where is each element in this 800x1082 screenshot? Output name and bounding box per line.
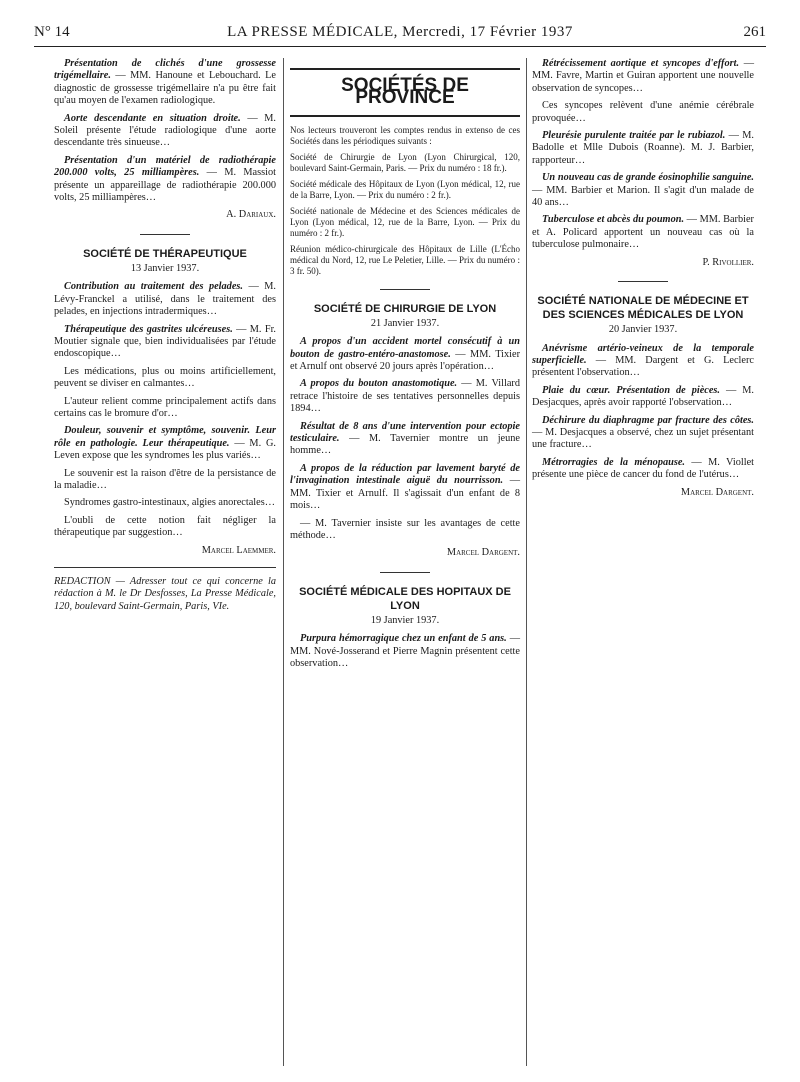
article-text: — MM. Dargent et G. Leclerc présentent l'observation… [532,354,754,379]
article-title: Thérapeutique des gastrites ulcéreuses. [64,323,233,335]
note: Nos lecteurs trouveront les comptes rendus in extenso de ces Sociétés dans les périodiques suivants : [290,124,520,146]
column-rule [526,58,527,1066]
session-date: 19 Janvier 1937. [370,614,440,626]
paragraph: Les médications, plus ou moins artificiellement, peuvent se diviser en calmantes… [54,365,276,390]
paragraph [532,172,754,209]
article-text: — M. Villard retrace l'histoire de ses tentatives personnelles depuis 1894… [290,378,521,415]
paragraph [54,281,276,318]
paragraph [532,130,754,167]
note: Société nationale de Médecine et des Sciences médicales de Lyon (Lyon médical, 12, rue de la Barre, Lyon. — Prix du numéro : 2 fr.). [290,205,520,238]
divider [618,281,668,282]
signature: Marcel Dargent. [680,486,754,498]
article-text: — MM. Tixier et Arnulf. Il s'agissait d'un enfant de 8 mois… [290,475,520,512]
paragraph: Ces syncopes relèvent d'une anémie cérébrale provoquée… [532,100,754,124]
article-text: — MM. Barbier et Marion. Il s'agit d'un malade de 40 ans… [532,184,754,209]
paragraph [532,415,754,452]
paragraph [54,324,276,361]
article-text: — M. Fr. Moutier signale que, bien individualisées par l'étude endoscopique… [54,323,276,360]
redaction-notice: REDACTION — Adresser tout ce qui concerne la rédaction à M. le Dr Desfosses, La Presse Médicale, 120, boulevard Saint-Germain, Paris, VIe. [54,567,276,613]
article-text: — M. Badolle et Mlle Dubois (Roanne). M. J. Barbier, rapporteur… [532,130,754,166]
signature: A. Dariaux. [226,209,276,221]
article-title: Douleur, souvenir et symptôme, souvenir. Leur rôle en pathologie. Leur thérapeutique. [54,425,276,449]
running-header [34,24,766,47]
paragraph [290,336,520,373]
signature: Marcel Dargent. [446,547,520,559]
article-title: Déchirure du diaphragme par fracture des côtes. [542,414,754,426]
section-title: SOCIÉTÉS DE PROVINCE [290,68,520,117]
paragraph: — M. Tavernier insiste sur les avantages de cette méthode… [290,517,520,541]
paragraph: L'oubli de cette notion fait négliger la thérapeutique par suggestion… [54,514,276,539]
paragraph [290,378,520,415]
article-title: Tuberculose et abcès du poumon. [542,214,685,226]
column-right [532,58,754,507]
article-title: A propos de la réduction par lavement baryté de l'invagination intestinale aiguë du nourrisson. [290,462,520,487]
paragraph [532,58,754,95]
column-left [54,58,276,613]
article-title: Résultat de 8 ans d'une intervention pour ectopie testiculaire. [290,420,520,445]
article-text: — MM. Hanoune et Lebouchard. Le diagnostic de grossesse trigémellaire n'a pu être fait qu'au moyen de l'examen radiologique. [54,70,276,107]
article-title: Pleurésie purulente traitée par le rubiazol. [542,130,726,142]
signature: P. Rivollier. [702,256,754,268]
paragraph [290,421,520,458]
divider [380,289,430,290]
paragraph [54,58,276,108]
society-heading: SOCIÉTÉ DE THÉRAPEUTIQUE [83,247,247,260]
article-title: Plaie du cœur. Présentation de pièces. [542,384,721,396]
paragraph: Syndromes gastro-intestinaux, algies anorectales… [64,497,276,509]
issue-number: N° 14 [34,24,70,40]
article-text: — M. Soleil présente l'étude radiologique d'une aorte descendante très sinueuse… [54,112,277,149]
paragraph: Le souvenir est la raison d'être de la persistance de la maladie… [54,467,276,491]
society-heading: SOCIÉTÉ DE CHIRURGIE DE LYON [313,302,497,315]
article-title: Anévrisme artério-veineux de la temporale superficielle. [532,342,754,366]
article-text: — MM. Nové-Josserand et Pierre Magnin présentent cette observation… [290,633,520,669]
article-text: — MM. Tixier et Arnulf ont observé 20 jours après l'opération… [290,348,520,373]
paragraph [532,343,754,380]
session-date: 21 Janvier 1937. [370,317,440,329]
article-text: — MM. Favre, Martin et Guiran apportent une nouvelle observation de syncopes… [532,58,754,94]
note: Réunion médico-chirurgicale des Hôpitaux de Lille (L'Écho médical du Nord, 12, rue Le Peletier, Lille. — Prix du numéro : 3 fr. 50). [290,243,520,276]
article-title: Purpura hémorragique chez un enfant de 5 ans. [300,633,507,645]
paragraph [54,113,276,150]
article-title: A propos d'un accident mortel consécutif à un bouton de gastro-entéro-anastomose. [290,336,520,360]
article-text: — MM. Barbier et A. Policard apportent un nouveau cas où la tuberculose pulmonaire… [532,214,754,251]
article-text: — M. Desjacques a observé, chez un sujet présentant une fracture… [532,426,754,451]
article-title: Un nouveau cas de grande éosinophilie sanguine. [542,172,754,184]
divider [380,572,430,573]
article-text: — M. G. Leven expose que les syndromes les plus variés… [54,437,276,462]
article-title: Rétrécissement aortique et syncopes d'effort. [542,58,740,69]
paragraph: L'auteur relient comme principalement actifs dans certains cas le bromure d'or… [54,395,276,419]
article-title: Métrorragies de la ménopause. [542,456,686,468]
column-rule [283,58,284,1066]
paragraph [290,633,520,670]
paragraph [54,155,276,205]
note: Société de Chirurgie de Lyon (Lyon Chirurgical, 120, boulevard Saint-Germain, Paris. — Prix du numéro : 18 fr.). [290,151,520,173]
paragraph [532,385,754,410]
note: Société médicale des Hôpitaux de Lyon (Lyon médical, 12, rue de la Barre, Lyon. — Prix du numéro : 2 fr.). [290,178,520,200]
article-title: Aorte descendante en situation droite. [64,112,241,124]
article-title: Présentation d'un matériel de radiothérapie 200.000 volts, 25 milliampères. [54,154,276,179]
article-text: — M. Viollet présente une pièce de cancer du fond de l'utérus… [532,456,754,481]
article-title: Contribution au traitement des pelades. [64,281,243,293]
divider [140,234,190,235]
article-text: — M. Massiot présente un appareillage de radiothérapie 200.000 volts, 25 milliampères… [54,167,276,204]
journal-title: LA PRESSE MÉDICALE, Mercredi, 17 Février 1937 [227,24,573,40]
signature: Marcel Laemmer. [201,544,276,556]
society-heading: SOCIÉTÉ NATIONALE DE MÉDECINE ET DES SCIENCES MÉDICALES DE LYON [537,295,749,322]
article-text: — M. Tavernier montre un jeune homme… [290,433,520,457]
paragraph [290,463,520,513]
paragraph [54,425,276,462]
session-date: 20 Janvier 1937. [608,324,678,336]
session-date: 13 Janvier 1937. [130,262,200,274]
paragraph [532,214,754,251]
article-title: Présentation de clichés d'une grossesse trigémellaire. [54,58,276,82]
page-number: 261 [743,24,766,40]
column-middle [290,58,520,675]
society-heading: SOCIÉTÉ MÉDICALE DES HOPITAUX DE LYON [299,585,511,612]
article-title: A propos du bouton anastomotique. [300,378,458,390]
article-text: — M. Desjacques, après avoir rapporté l'observation… [532,384,754,409]
article-text: — M. Lévy-Franckel a utilisé, dans le traitement des pelades, en injections intradermiques… [54,281,276,318]
paragraph [532,457,754,482]
